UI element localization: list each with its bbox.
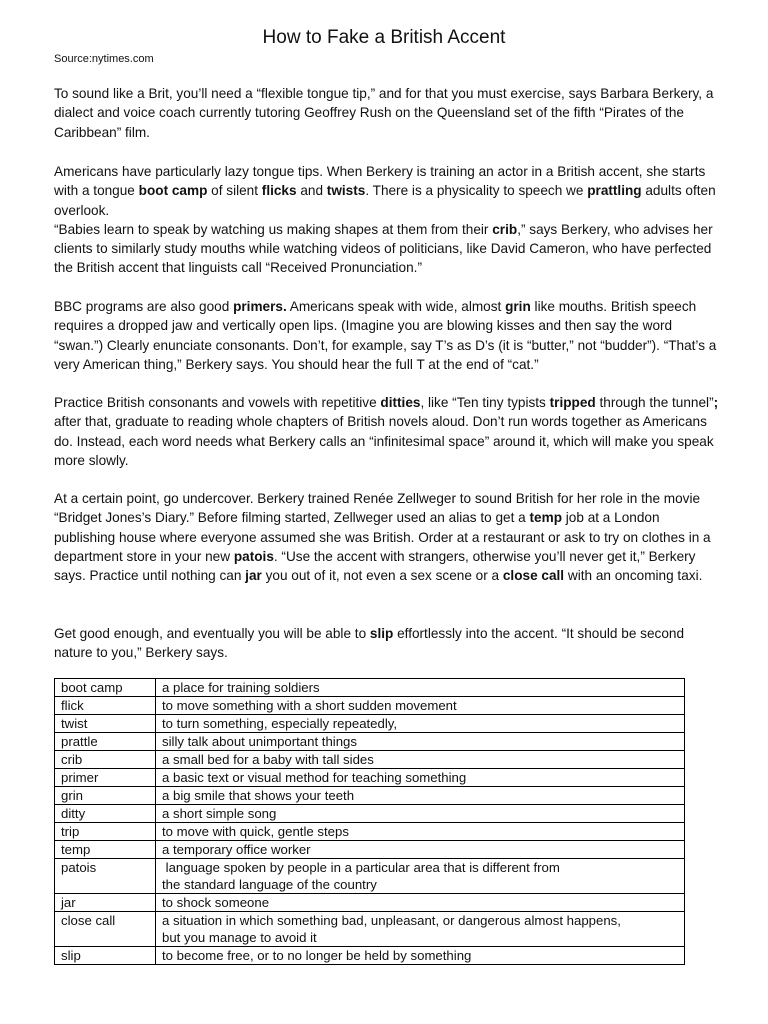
definition-line: a situation in which something bad, unpleasant, or dangerous almost happens,: [162, 913, 621, 928]
keyword-temp: temp: [529, 510, 562, 526]
table-row: [55, 894, 685, 912]
vocab-term: prattle: [55, 733, 156, 751]
vocab-definition: silly talk about unimportant things: [156, 733, 685, 751]
keyword-primers: primers.: [233, 299, 287, 314]
table-row: [55, 787, 685, 805]
vocab-term: patois: [55, 859, 156, 894]
table-row: [55, 769, 685, 787]
vocab-definition: [156, 912, 685, 947]
paragraph-intro: To sound like a Brit, you’ll need a “flexible tongue tip,” and for that you must exercise, says Barbara Berkery, a dialect and voice coach currently tutoring Geoffrey Rush on the Queensland set of the fifth “Pirates of the Caribbean” film.: [54, 86, 714, 140]
table-row: [55, 733, 685, 751]
table-row: [55, 751, 685, 769]
text-run: “Babies learn to speak by watching us making shapes at them from their: [54, 221, 493, 237]
keyword-patois: patois: [233, 548, 274, 564]
text-run: through the tunnel”: [595, 395, 714, 410]
table-row: [55, 805, 685, 823]
vocab-term: ditty: [55, 805, 156, 823]
table-row: [55, 823, 685, 841]
keyword-prattling: prattling: [587, 183, 642, 199]
text-run: BBC programs are also good: [54, 299, 234, 314]
text-run: you out of it, not even a sex scene or a: [261, 568, 503, 584]
vocab-definition: to move with quick, gentle steps: [156, 823, 685, 841]
vocab-term: temp: [55, 841, 156, 859]
table-row: [55, 947, 685, 965]
text-run: like mouths. British speech requires a dropped jaw and vertically open lips. (Imagine you are blowing kisses and then say the word “swan.”) Clearly enunciate consonants. Don’t, for example, say T’s as D’s (it is “butter,” not “budder”). “That’s a very American thing,” Berkery says. You should hear the full T at the end of “cat.”: [54, 299, 717, 372]
table-row: [55, 697, 685, 715]
keyword-flicks: flicks: [261, 183, 297, 199]
keyword-boot-camp: boot camp: [138, 183, 208, 199]
vocab-definition: to become free, or to no longer be held by something: [156, 947, 685, 965]
vocab-definition: a big smile that shows your teeth: [156, 787, 685, 805]
vocab-term: flick: [55, 697, 156, 715]
keyword-jar: jar: [245, 568, 262, 584]
keyword-slip: slip: [369, 626, 394, 641]
keyword-close-call: close call: [502, 568, 565, 584]
definition-line: but you manage to avoid it: [162, 930, 317, 945]
text-run: At a certain point, go undercover. Berkery trained Renée Zellweger to sound British for her role in the movie “Bridget Jones’s Diary.” Before filming started, Zellweger used an alias to get a: [54, 491, 701, 526]
vocab-definition: [156, 859, 685, 894]
text-run: . “Use the accent with strangers, otherwise you’ll never get it,” Berkery says. Practice until nothing can: [54, 548, 696, 584]
vocab-term: twist: [55, 715, 156, 733]
text-run: adults often overlook.: [54, 183, 716, 218]
text-run: and: [296, 183, 327, 199]
text-run: ,” says Berkery, who advises her clients to similarly study mouths while watching videos of politicians, like David Cameron, who have perfected the British accent that linguists call “Received Pronunciation.”: [54, 221, 713, 276]
table-row: [55, 679, 685, 697]
text-run: Americans speak with wide, almost: [286, 299, 506, 314]
table-row: [55, 859, 685, 894]
table-row: [55, 841, 685, 859]
vocabulary-table: [54, 678, 685, 965]
vocab-definition: a temporary office worker: [156, 841, 685, 859]
text-run: with an oncoming taxi.: [564, 568, 703, 584]
vocab-term: close call: [55, 912, 156, 947]
vocab-definition: to shock someone: [156, 894, 685, 912]
keyword-tripped: tripped: [549, 395, 596, 410]
keyword-grin: grin: [505, 299, 531, 314]
text-run: , like “Ten tiny typists: [420, 395, 550, 410]
paragraph-practice: [54, 393, 722, 470]
vocab-term: crib: [55, 751, 156, 769]
paragraph-tongue-tips: [54, 162, 722, 278]
text-run: . There is a physicality to speech we: [365, 183, 588, 199]
keyword-ditties: ditties: [380, 395, 421, 410]
paragraph-bbc: [54, 297, 722, 374]
paragraph-undercover: [54, 489, 722, 585]
page-title: How to Fake a British Accent: [262, 27, 506, 48]
vocab-definition: a place for training soldiers: [156, 679, 685, 697]
text-run: Get good enough, and eventually you will be able to: [54, 626, 370, 641]
text-run: of silent: [207, 183, 262, 199]
vocab-term: primer: [55, 769, 156, 787]
text-run-bold: ;: [713, 395, 719, 410]
text-run: Americans have particularly lazy tongue tips. When Berkery is training an actor in a British accent, she starts with a tongue: [54, 164, 706, 199]
keyword-crib: crib: [492, 221, 518, 237]
vocab-term: boot camp: [55, 679, 156, 697]
keyword-twists: twists: [326, 183, 366, 199]
definition-line: language spoken by people in a particular area that is different from: [162, 860, 560, 875]
vocab-definition: to turn something, especially repeatedly,: [156, 715, 685, 733]
text-run: effortlessly into the accent. “It should be second nature to you,” Berkery says.: [54, 626, 685, 661]
vocab-term: slip: [55, 947, 156, 965]
table-row: [55, 715, 685, 733]
definition-line: the standard language of the country: [162, 877, 377, 892]
vocab-term: jar: [55, 894, 156, 912]
text-run: job at a London publishing house where everyone assumed she was British. Order at a restaurant or ask to try on clothes in a department store in your new: [54, 510, 711, 564]
text-run: after that, graduate to reading whole chapters of British novels aloud. Don’t run words together as Americans do. Instead, each word needs what Berkery calls an “infinitesimal space” around it, which will make you speak more slowly.: [54, 414, 714, 468]
source-line: Source:nytimes.com: [54, 53, 154, 65]
vocab-definition: a basic text or visual method for teaching something: [156, 769, 685, 787]
vocab-definition: a short simple song: [156, 805, 685, 823]
vocab-definition: to move something with a short sudden movement: [156, 697, 685, 715]
table-row: [55, 912, 685, 947]
vocab-term: grin: [55, 787, 156, 805]
paragraph-conclusion: [54, 624, 722, 663]
vocab-definition: a small bed for a baby with tall sides: [156, 751, 685, 769]
vocab-term: trip: [55, 823, 156, 841]
text-run: Practice British consonants and vowels with repetitive: [54, 395, 381, 410]
